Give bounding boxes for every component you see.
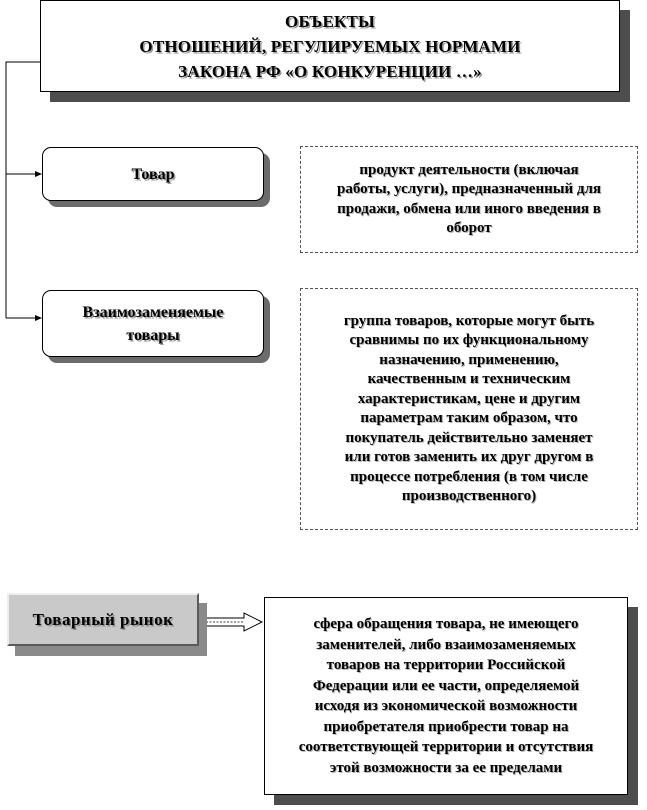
definition-line: сфера обращения товара, не имеющего xyxy=(313,616,579,632)
title-line: ОТНОШЕНИЙ, РЕГУЛИРУЕМЫХ НОРМАМИ xyxy=(139,36,521,56)
market-label-box xyxy=(7,593,199,646)
term-box-vzaimozamenyaemye xyxy=(42,290,264,357)
definition-line: этой возможности за ее пределами xyxy=(329,759,563,776)
definition-line: исходя из экономической возможности xyxy=(314,698,578,714)
trunk-line xyxy=(6,62,40,318)
definition-line: качественным и техническим xyxy=(367,371,571,387)
definition-box-vzaimozamenyaemye xyxy=(300,288,638,530)
definition-text xyxy=(338,312,600,507)
definition-line: продукт деятельности (включая xyxy=(359,161,579,178)
definition-line: работы, услуги), предназначенный для xyxy=(337,181,601,197)
definition-line: или готов заменить их друг другом в xyxy=(344,449,594,465)
market-arrow-icon xyxy=(204,613,262,631)
definition-box-tovar xyxy=(300,146,638,253)
definition-text xyxy=(331,161,607,239)
definition-line: заменителей, либо взаимозаменяемых xyxy=(316,636,576,653)
term-label-line: Взаимозаменяемые xyxy=(82,303,224,321)
title-line: ЗАКОНА РФ «О КОНКУРЕНЦИИ …» xyxy=(178,61,482,81)
arrow-head-tovar xyxy=(35,171,42,177)
title-line: ОБЪЕКТЫ xyxy=(285,11,375,31)
arrow-head-vzaimo xyxy=(35,315,42,321)
title-text xyxy=(139,9,520,84)
definition-line: Федерации или ее части, определяемой xyxy=(312,677,580,694)
term-label-line: товары xyxy=(126,326,180,344)
definition-line: товаров на территории Российской xyxy=(326,657,566,673)
definition-line: группа товаров, которые могут быть xyxy=(343,312,595,329)
definition-text xyxy=(293,614,599,778)
term-box-tovar xyxy=(42,147,264,201)
definition-line: назначению, применению, xyxy=(379,351,559,368)
term-label xyxy=(131,163,174,186)
definition-line: оборот xyxy=(446,220,492,236)
definition-line: сравнимы по их функциональному xyxy=(349,332,589,348)
title-box xyxy=(40,0,620,92)
definition-line: соответствующей территории и отсутствия xyxy=(298,739,594,755)
definition-line: параметрам таким образом, что xyxy=(360,410,578,426)
market-label: Товарный рынок xyxy=(32,609,174,629)
term-label xyxy=(83,301,224,347)
term-label-line: Товар xyxy=(131,165,175,183)
definition-line: приобретателя приобрести товар на xyxy=(323,718,569,735)
definition-line: покупатель действительно заменяет xyxy=(345,429,593,446)
definition-box-market xyxy=(264,597,628,795)
definition-line: производственного) xyxy=(401,488,537,504)
definition-line: характеристикам, цене и другим xyxy=(357,390,581,407)
definition-line: процессе потребления (в том числе xyxy=(350,468,588,485)
definition-line: продажи, обмена или иного введения в xyxy=(337,200,601,217)
